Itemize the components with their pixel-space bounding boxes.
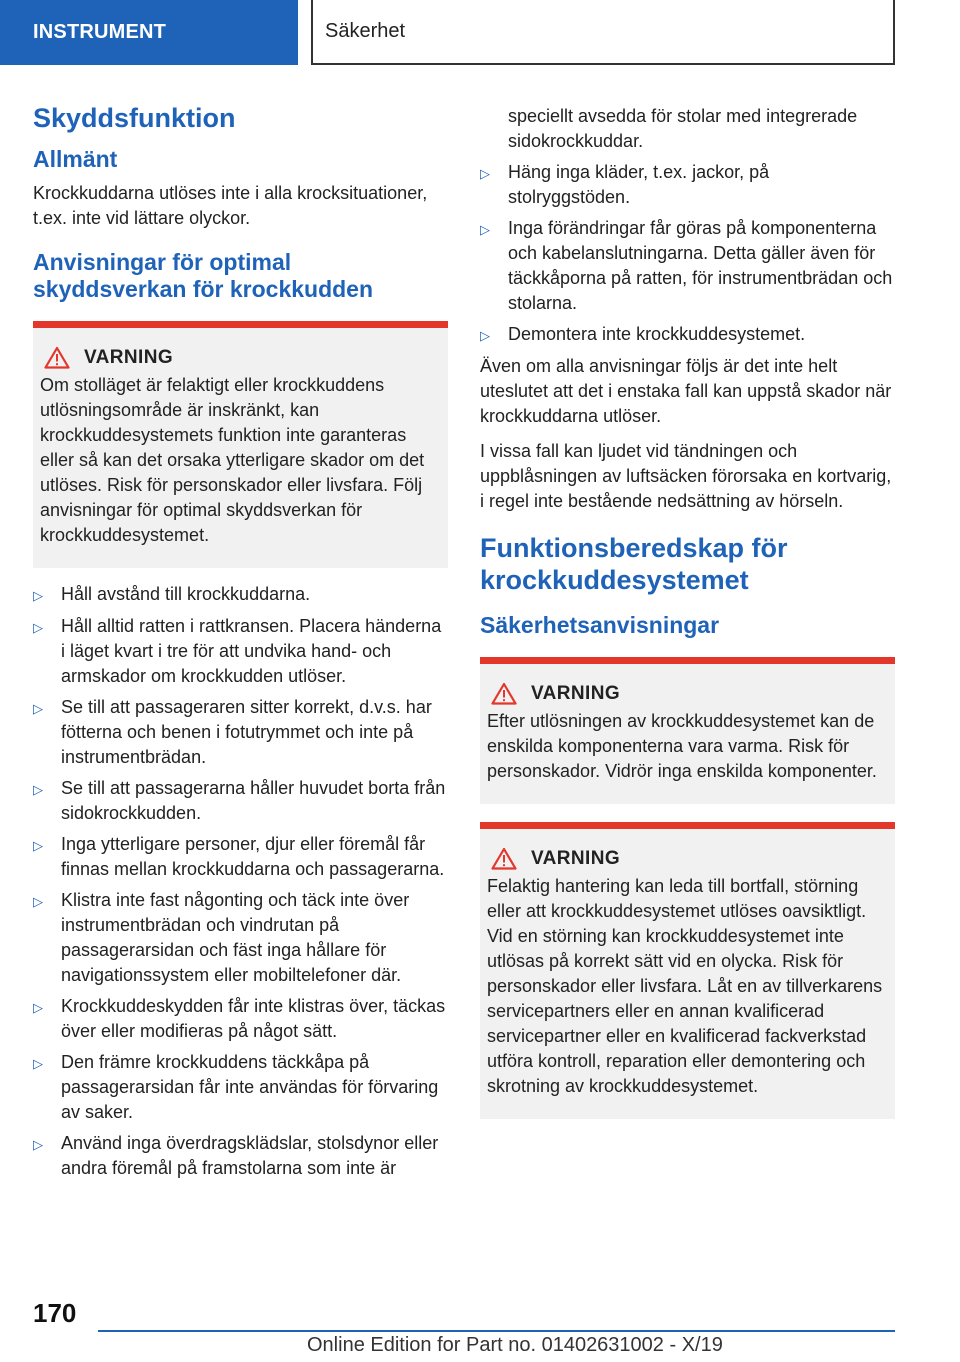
bullet-triangle-icon: ▷: [33, 1000, 43, 1015]
instruction-list-continued: [480, 104, 895, 348]
footer-edition[interactable]: Online Edition for Part no. 01402631002 - X/19: [307, 1334, 723, 1356]
section-tab[interactable]: INSTRUMENT: [0, 0, 298, 65]
section-heading: Funktionsberedskap för krockkuddesystemet: [480, 533, 788, 595]
list-item: speciellt avsedda för stolar med integrerade sidokrockkuddar.: [508, 106, 858, 151]
bullet-triangle-icon: ▷: [480, 222, 490, 237]
list-item: ▷ Den främre krockkuddens täckkåpa på passagerarsidan får inte användas för förvaring av saker.: [33, 1050, 448, 1125]
bullet-triangle-icon: ▷: [480, 166, 490, 181]
right-column: [480, 98, 895, 1133]
bullet-triangle-icon: ▷: [33, 1056, 43, 1071]
list-item: ▷ Håll alltid ratten i rattkransen. Placera händerna i läget kvart i tre för att undvika hand- och armskador om krockkudden utlöser.: [33, 614, 448, 689]
bullet-triangle-icon: ▷: [33, 1137, 43, 1152]
list-item: ▷ Inga förändringar får göras på komponenterna och kabelanslutningarna. Detta gäller även för täckkåporna på ratten, för instrumentbrädan och stolarna.: [480, 216, 895, 316]
footer-divider: [98, 1330, 895, 1332]
left-column: [33, 98, 448, 1187]
instruction-list: [33, 582, 448, 1181]
bullet-triangle-icon: ▷: [33, 620, 43, 635]
instructions-heading: Anvisningar för optimal skyddsverkan för krockkudden: [33, 249, 374, 302]
list-item: ▷ Använd inga överdragsklädslar, stolsdynor eller andra föremål på framstolarna som inte är: [33, 1131, 448, 1181]
warning-text: Felaktig hantering kan leda till bortfall, störning eller att krockkuddesystemet utlöses oavsiktligt. Vid en störning kan krockkuddesystemet inte utlösas på korrekt sätt vid en olycka. Risk för personskador eller livsfara. Låt en av tillverkarens servicepartners eller en annan kvalificerad servicepartner eller en kvalificerad fackverkstad utföra kontroll, reparation eller demontering och skrotning av krockkuddesystemet.: [487, 876, 883, 1096]
paragraph: I vissa fall kan ljudet vid tändningen och uppblåsningen av luftsäcken förorsaka en kortvarig, i regel inte bestående nedsättning av hörseln.: [480, 441, 892, 511]
bullet-triangle-icon: ▷: [33, 782, 43, 797]
bullet-triangle-icon: ▷: [480, 328, 490, 343]
list-item: ▷ Håll avstånd till krockkuddarna.: [33, 582, 448, 608]
list-item: ▷ Häng inga kläder, t.ex. jackor, på stolryggstöden.: [480, 160, 895, 210]
warning-box: [33, 321, 448, 568]
warning-title: VARNING: [531, 682, 621, 704]
list-item: ▷ Klistra inte fast någonting och täck inte över instrumentbrädan och vindrutan på passagerarsidan och fäst inga hållare för navigationssystem eller mobiltelefoner där.: [33, 888, 448, 988]
warning-title: VARNING: [531, 847, 621, 869]
general-heading: Allmänt: [33, 146, 118, 172]
warning-triangle-icon: [491, 682, 517, 705]
bullet-triangle-icon: ▷: [33, 838, 43, 853]
safety-heading: Säkerhetsanvisningar: [480, 612, 720, 638]
bullet-triangle-icon: ▷: [33, 894, 43, 909]
page-number: 170: [33, 1298, 77, 1328]
warning-triangle-icon: [44, 346, 70, 369]
general-text: Krockkuddarna utlöses inte i alla krocksituationer, t.ex. inte vid lättare olyckor.: [33, 183, 428, 228]
warning-box: [480, 822, 895, 1119]
section-heading: Skyddsfunktion: [33, 103, 236, 133]
list-item: ▷ Se till att passageraren sitter korrekt, d.v.s. har fötterna och benen i fotutrymmet och inte på instrumentbrädan.: [33, 695, 448, 770]
warning-text: Efter utlösningen av krockkuddesystemet kan de enskilda komponenterna vara varma. Risk för personskador. Vidrör inga enskilda komponenter.: [487, 711, 877, 781]
bullet-triangle-icon: ▷: [33, 701, 43, 716]
warning-text: Om stolläget är felaktigt eller krockkuddens utlösningsområde är inskränkt, kan krockkuddesystemets funktion inte garanteras eller så kan det orsaka ytterligare skador om det utlöses. Risk för personskador eller livsfara. Följ anvisningar för optimal skyddsverkan för krockkuddesystemet.: [40, 375, 425, 545]
list-item: ▷ Demontera inte krockkuddesystemet.: [480, 322, 895, 348]
warning-triangle-icon: [491, 847, 517, 870]
warning-box: [480, 657, 895, 804]
list-item: ▷ Inga ytterligare personer, djur eller föremål får finnas mellan krockkuddarna och passagerarna.: [33, 832, 448, 882]
bullet-triangle-icon: ▷: [33, 588, 43, 603]
list-item: ▷ Se till att passagerarna håller huvudet borta från sidokrockkudden.: [33, 776, 448, 826]
list-item: ▷ Krockkuddeskydden får inte klistras över, täckas över eller modifieras på något sätt.: [33, 994, 448, 1044]
chapter-title: Säkerhet: [311, 0, 895, 65]
paragraph: Även om alla anvisningar följs är det inte helt uteslutet att det i enstaka fall kan uppstå skador när krockkuddarna utlöser.: [480, 356, 892, 426]
warning-title: VARNING: [84, 346, 174, 368]
